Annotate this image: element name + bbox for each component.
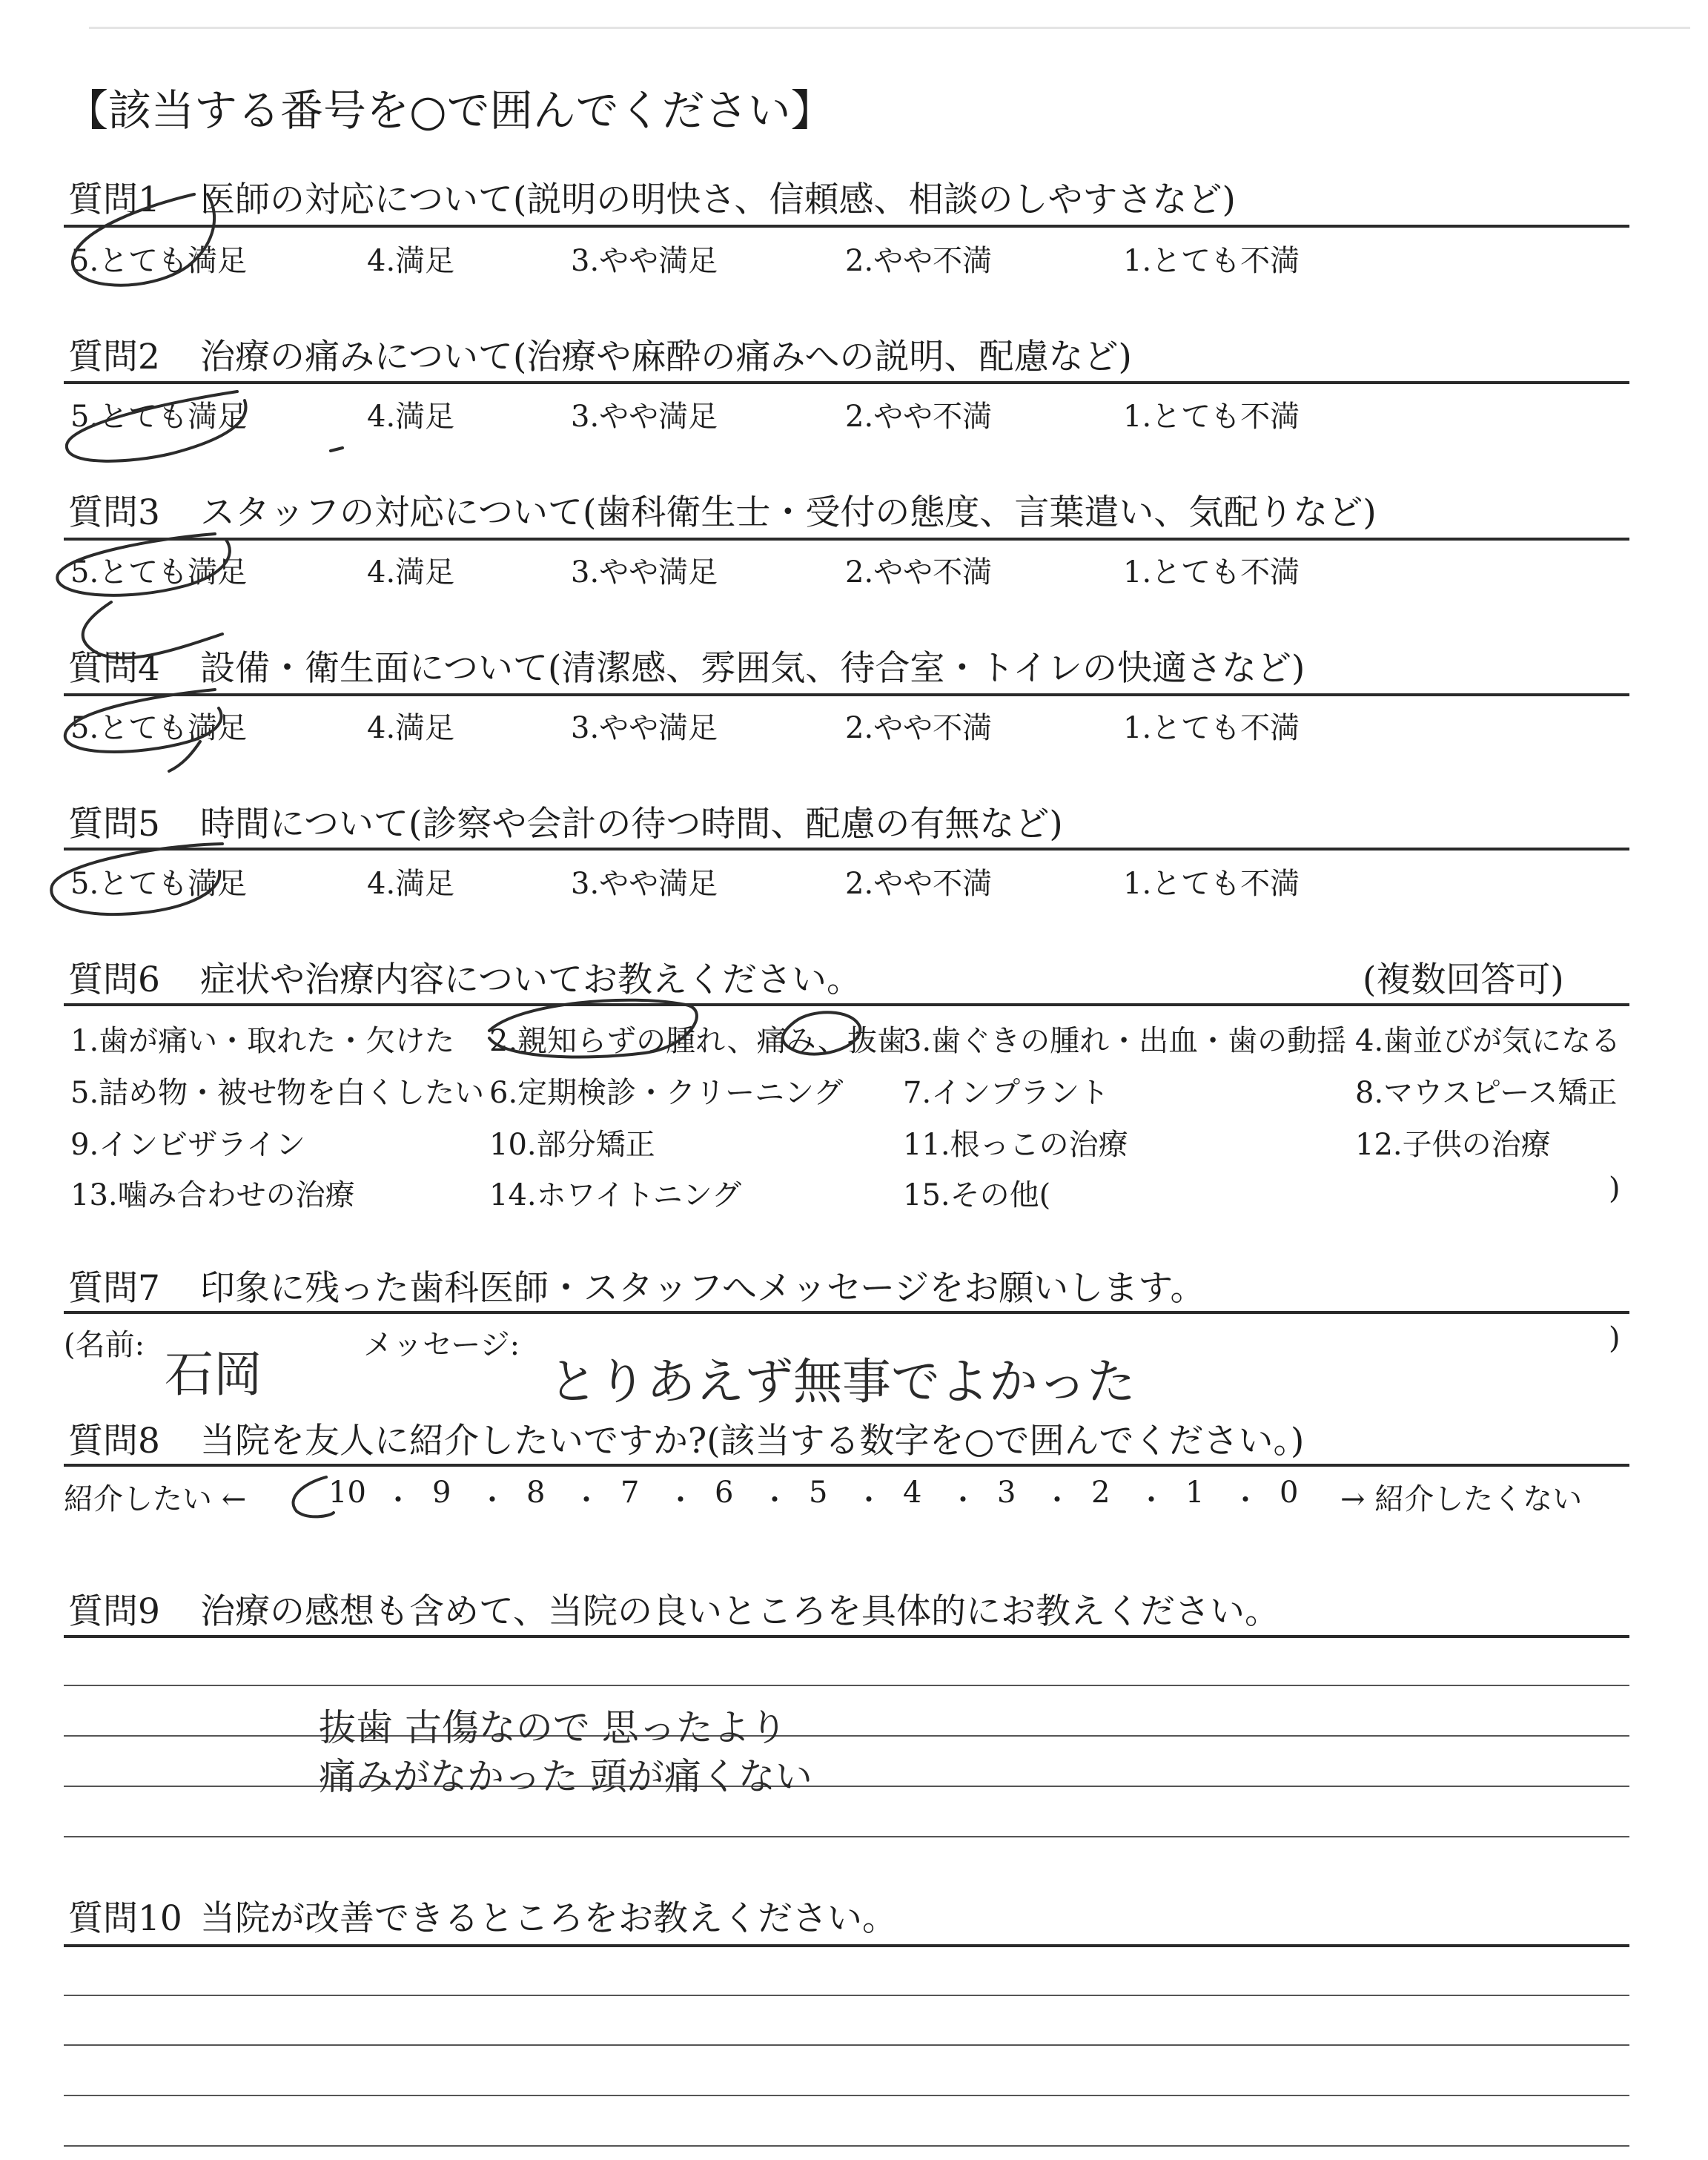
q8-selection-mark (294, 1477, 334, 1516)
question-4-rule (64, 693, 1629, 696)
q3-option-4[interactable]: 4.満足 (367, 555, 455, 589)
question-6-rule (64, 1003, 1629, 1006)
q6-item-15-close: ) (1609, 1172, 1621, 1206)
q9-answer-line-2[interactable]: 痛みがなかった 頭が痛くない (319, 1755, 812, 1798)
page-top-edge (89, 27, 1690, 29)
q10-writing-line (64, 2044, 1629, 2046)
question-4-text: 設備・衛生面について(清潔感、雰囲気、待合室・トイレの快適さなど) (200, 648, 1305, 689)
question-1-text: 医師の対応について(説明の明快さ、信頼感、相談のしやすさなど) (200, 179, 1236, 220)
question-9-rule (64, 1635, 1629, 1638)
q8-number-0[interactable]: 0 (1280, 1476, 1299, 1510)
q8-number-10[interactable]: 10 (328, 1476, 366, 1510)
q6-item-2[interactable]: 2.親知らずの腫れ、痛み、抜歯 (489, 1024, 907, 1058)
q7-close: ) (1609, 1321, 1621, 1355)
q6-item-15[interactable]: 15.その他( (903, 1178, 1051, 1212)
question-3-label: 質問3 (68, 492, 160, 533)
q4-option-1[interactable]: 1.とても不満 (1123, 711, 1300, 745)
q3-option-2[interactable]: 2.やや不満 (845, 555, 993, 589)
q8-separator: ・ (666, 1484, 695, 1516)
question-1-rule (64, 225, 1629, 228)
q2-stray-mark (331, 448, 342, 451)
q2-option-4[interactable]: 4.満足 (367, 400, 455, 434)
q1-option-1[interactable]: 1.とても不満 (1123, 244, 1300, 278)
q6-item-6[interactable]: 6.定期検診・クリーニング (489, 1076, 844, 1110)
q5-option-3[interactable]: 3.やや満足 (571, 867, 718, 901)
q1-option-5[interactable]: 5.とても満足 (70, 244, 248, 278)
q6-item-8[interactable]: 8.マウスピース矯正 (1355, 1076, 1618, 1110)
q8-separator: ・ (761, 1484, 790, 1516)
q2-option-2[interactable]: 2.やや不満 (845, 400, 993, 434)
page-title: 【該当する番号を○で囲んでください】 (65, 85, 834, 136)
question-9-text: 治療の感想も含めて、当院の良いところを具体的にお教えください。 (200, 1591, 1280, 1632)
q6-item-12[interactable]: 12.子供の治療 (1355, 1128, 1551, 1162)
q6-item-10[interactable]: 10.部分矯正 (489, 1128, 655, 1162)
q8-number-9[interactable]: 9 (432, 1476, 451, 1510)
q9-writing-line (64, 1685, 1629, 1686)
q3-option-1[interactable]: 1.とても不満 (1123, 555, 1300, 589)
q8-separator: ・ (1137, 1484, 1166, 1516)
question-2-text: 治療の痛みについて(治療や麻酔の痛みへの説明、配慮など) (200, 337, 1132, 377)
question-5-text: 時間について(診察や会計の待つ時間、配慮の有無など) (200, 804, 1063, 845)
q2-option-3[interactable]: 3.やや満足 (571, 400, 718, 434)
q5-option-1[interactable]: 1.とても不満 (1123, 867, 1300, 901)
question-2-rule (64, 381, 1629, 384)
q9-writing-line (64, 1786, 1629, 1787)
q8-number-4[interactable]: 4 (903, 1476, 922, 1510)
q6-item-1[interactable]: 1.歯が痛い・取れた・欠けた (70, 1024, 455, 1058)
q8-number-7[interactable]: 7 (620, 1476, 640, 1510)
q3-option-3[interactable]: 3.やや満足 (571, 555, 718, 589)
q8-right-label: → 紹介したくない (1340, 1482, 1583, 1516)
q5-option-4[interactable]: 4.満足 (367, 867, 455, 901)
q4-option-4[interactable]: 4.満足 (367, 711, 455, 745)
q8-left-label: 紹介したい ← (64, 1482, 247, 1516)
q8-separator: ・ (478, 1484, 507, 1516)
question-5-rule (64, 848, 1629, 851)
q6-item-3[interactable]: 3.歯ぐきの腫れ・出血・歯の動揺 (903, 1024, 1347, 1058)
question-7-text: 印象に残った歯科医師・スタッフへメッセージをお願いします。 (200, 1268, 1205, 1309)
q1-option-4[interactable]: 4.満足 (367, 244, 455, 278)
q7-message-label: メッセージ: (363, 1328, 520, 1362)
q1-option-2[interactable]: 2.やや不満 (845, 244, 993, 278)
q6-item-4[interactable]: 4.歯並びが気になる (1355, 1024, 1621, 1058)
q2-option-1[interactable]: 1.とても不満 (1123, 400, 1300, 434)
q3-option-5[interactable]: 5.とても満足 (70, 555, 248, 589)
q5-option-2[interactable]: 2.やや不満 (845, 867, 993, 901)
question-9-label: 質問9 (68, 1591, 160, 1632)
q6-item-11[interactable]: 11.根っこの治療 (903, 1128, 1128, 1162)
q9-answer-line-1[interactable]: 抜歯 古傷なので 思ったより (319, 1706, 787, 1749)
question-8-text: 当院を友人に紹介したいですか?(該当する数字を○で囲んでください。) (200, 1421, 1305, 1462)
q8-number-2[interactable]: 2 (1091, 1476, 1110, 1510)
q7-name-label: (名前: (64, 1328, 145, 1362)
q4-option-3[interactable]: 3.やや満足 (571, 711, 718, 745)
question-6-text: 症状や治療内容についてお教えください。 (200, 960, 862, 1000)
question-5-label: 質問5 (68, 804, 160, 845)
question-10-label: 質問10 (68, 1898, 182, 1939)
q5-option-5[interactable]: 5.とても満足 (70, 867, 248, 901)
q10-writing-line (64, 2095, 1629, 2096)
question-7-rule (64, 1311, 1629, 1314)
question-1-label: 質問1 (68, 179, 160, 220)
question-8-label: 質問8 (68, 1421, 160, 1462)
q6-item-14[interactable]: 14.ホワイトニング (489, 1178, 742, 1212)
question-8-rule (64, 1464, 1629, 1467)
q9-writing-line (64, 1735, 1629, 1737)
question-6-label: 質問6 (68, 960, 160, 1000)
q10-writing-line (64, 1995, 1629, 1996)
q8-separator: ・ (384, 1484, 413, 1516)
q8-number-1[interactable]: 1 (1185, 1476, 1205, 1510)
question-2-label: 質問2 (68, 337, 160, 377)
q6-item-9[interactable]: 9.インビザライン (70, 1128, 305, 1162)
q1-option-3[interactable]: 3.やや満足 (571, 244, 718, 278)
q2-option-5[interactable]: 5.とても満足 (70, 400, 248, 434)
q4-option-2[interactable]: 2.やや不満 (845, 711, 993, 745)
question-10-text: 当院が改善できるところをお教えください。 (200, 1898, 897, 1939)
q8-separator: ・ (949, 1484, 978, 1516)
q6-item-13[interactable]: 13.噛み合わせの治療 (70, 1178, 355, 1212)
q8-separator: ・ (572, 1484, 601, 1516)
q6-item-7[interactable]: 7.インプラント (903, 1076, 1110, 1110)
question-6-note: (複数回答可) (1363, 960, 1564, 1000)
question-3-rule (64, 538, 1629, 541)
q8-separator: ・ (1043, 1484, 1072, 1516)
q6-item-5[interactable]: 5.詰め物・被せ物を白くしたい (70, 1076, 485, 1110)
q9-writing-line (64, 1836, 1629, 1837)
q10-writing-line (64, 2145, 1629, 2147)
question-7-label: 質問7 (68, 1268, 160, 1309)
q4-option-5[interactable]: 5.とても満足 (70, 711, 248, 745)
q7-message-handwritten[interactable]: とりあえず無事でよかった (549, 1353, 1136, 1410)
q8-number-5[interactable]: 5 (809, 1476, 828, 1510)
q8-separator: ・ (1231, 1484, 1260, 1516)
q8-number-6[interactable]: 6 (715, 1476, 734, 1510)
question-10-rule (64, 1944, 1629, 1947)
q7-name-handwritten[interactable]: 石岡 (165, 1346, 262, 1403)
q8-separator: ・ (855, 1484, 884, 1516)
q8-number-8[interactable]: 8 (526, 1476, 546, 1510)
q8-number-3[interactable]: 3 (997, 1476, 1016, 1510)
question-4-label: 質問4 (68, 648, 160, 689)
question-3-text: スタッフの対応について(歯科衛生士・受付の態度、言葉遣い、気配りなど) (200, 492, 1377, 533)
